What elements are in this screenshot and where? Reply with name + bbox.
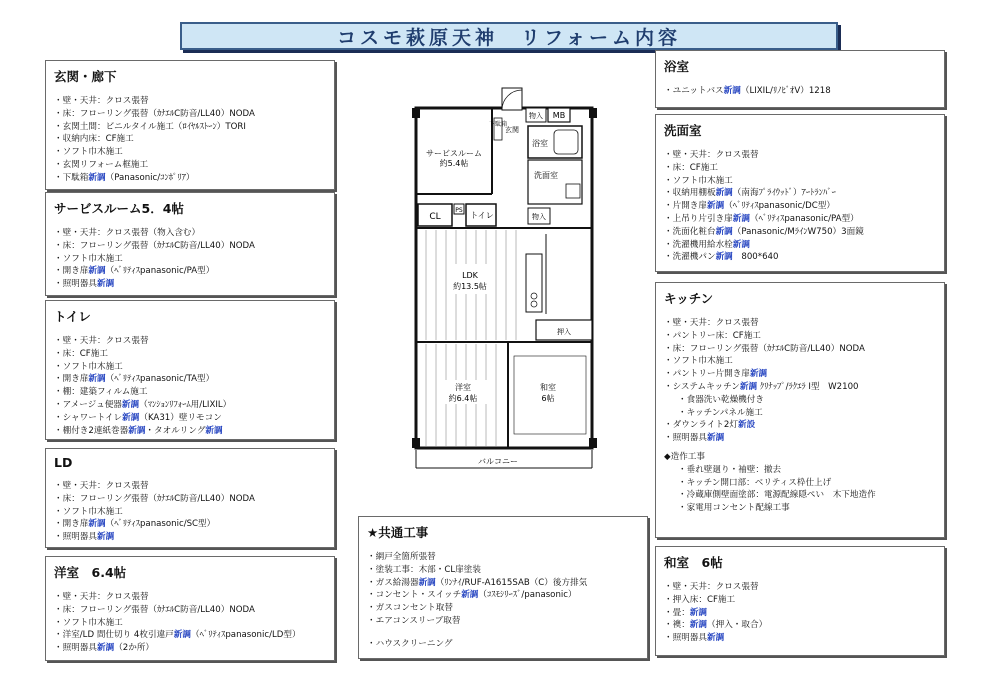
- section-heading: 和室 6帖: [664, 555, 723, 570]
- item-text: ◆造作工事: [664, 451, 705, 462]
- item-text: ・ガス給湯器: [367, 577, 419, 588]
- item-text: ・食器洗い乾燥機付き: [678, 394, 764, 405]
- new-badge: 新調: [173, 630, 191, 641]
- item-detail: （2か所）: [114, 643, 155, 654]
- plan-label-toilet: トイレ: [470, 211, 494, 220]
- new-badge: 新調: [128, 425, 146, 436]
- item-text: ・押入床：CF施工: [664, 594, 736, 605]
- list-item: [367, 602, 639, 615]
- list-item: [54, 146, 326, 159]
- item-detail: （押入・取合）: [707, 620, 768, 631]
- item-list: [54, 480, 326, 544]
- item-text: ・アメージュ便器: [54, 399, 122, 410]
- list-item: [664, 632, 936, 645]
- list-item: [54, 604, 326, 617]
- item-list: [664, 581, 936, 645]
- list-item: [54, 265, 326, 278]
- item-list: [54, 591, 326, 655]
- item-text: ・洗面化粧台: [664, 226, 716, 237]
- item-text: ・床：CF施工: [54, 348, 108, 359]
- section-heading: 洗面室: [664, 123, 702, 138]
- section-ld: [45, 448, 335, 548]
- item-text: ・床：CF施工: [664, 162, 718, 173]
- item-detail: （ﾘﾝﾅｲ/RUF-A1615SAB（C）後方排気: [435, 577, 588, 588]
- item-text: ・壁・天井：クロス張替（物入含む）: [54, 228, 201, 238]
- list-item: [54, 348, 326, 361]
- list-item: [664, 200, 936, 213]
- list-item: [664, 368, 936, 381]
- section-heading: 玄関・廊下: [54, 69, 117, 84]
- new-badge: 新調: [706, 433, 725, 444]
- item-text: ・洗濯機パン: [664, 252, 716, 263]
- item-text: ・照明器具: [664, 433, 707, 444]
- section-heading: キッチン: [664, 291, 714, 306]
- item-text: ・収納内床：CF施工: [54, 134, 134, 145]
- section-genkan: [45, 60, 335, 190]
- list-item: [54, 121, 326, 134]
- list-item: [54, 493, 326, 506]
- item-detail: ・タオルリング: [145, 425, 206, 436]
- new-badge: 新調: [715, 226, 733, 237]
- list-item: [54, 227, 326, 240]
- list-item: [664, 502, 936, 515]
- page-title: コスモ萩原天神 リフォーム内容: [180, 22, 838, 50]
- new-badge: 新調: [121, 399, 140, 410]
- plan-label-bathroom: 浴室: [532, 139, 548, 148]
- item-text: ・ダウンライト2灯: [664, 420, 738, 431]
- item-text: ・洋室/LD 間仕切り 4枚引違戸: [54, 630, 174, 641]
- item-text: ・床：フローリング張替（ｶﾅｴﾙC防音/LL40）NODA: [54, 240, 255, 251]
- new-badge: 新調: [723, 86, 741, 96]
- list-item: [54, 159, 326, 172]
- item-text: ・照明器具: [54, 532, 97, 543]
- item-detail: （ﾍﾞﾘﾃｨｽpanasonic/SC型）: [105, 519, 216, 530]
- item-text: ・網戸全箇所張替: [367, 552, 436, 562]
- item-text: ・塗装工事：木部・CL扉塗装: [367, 564, 481, 575]
- item-list: [367, 551, 639, 651]
- item-text: ・下駄箱: [54, 172, 89, 183]
- plan-label-ps: PS: [455, 207, 463, 214]
- list-item: [664, 239, 936, 252]
- new-badge: 新調: [732, 213, 750, 224]
- section-heading: LD: [54, 455, 73, 470]
- item-text: ・パントリー片開き扉: [664, 369, 750, 380]
- item-list: [664, 85, 936, 98]
- new-badge: 新調: [88, 266, 106, 277]
- floor-plan: [406, 84, 606, 470]
- list-item: [54, 518, 326, 531]
- list-item: [367, 551, 639, 564]
- item-text: ・ソフト巾木施工: [54, 361, 123, 372]
- list-item: [664, 226, 936, 239]
- section-heading: 洋室 6.4帖: [54, 565, 127, 580]
- list-item: [664, 451, 936, 464]
- item-text: ・壁・天井：クロス張替: [664, 318, 759, 328]
- list-item: [664, 394, 936, 407]
- plan-label-getabako: 下駄箱: [488, 121, 508, 128]
- section-heading: ★共通工事: [367, 525, 429, 540]
- item-text: ・照明器具: [54, 643, 97, 654]
- list-item: [664, 381, 936, 394]
- plan-label-oshiire: 押入: [557, 328, 571, 336]
- item-text: ・ソフト巾木施工: [54, 506, 123, 517]
- item-text: ・キッチン開口部：ベリティス枠仕上げ: [678, 477, 832, 488]
- item-detail: （ﾍﾞﾘﾃｨｽpanasonic/LD型）: [190, 630, 301, 641]
- new-badge: 新調: [88, 374, 106, 385]
- item-text: ・家電用コンセント配線工事: [678, 503, 790, 514]
- section-service-room: [45, 192, 335, 296]
- item-detail: （ﾍﾞﾘﾃｨｽpanasonic/PA型）: [749, 213, 859, 224]
- item-text: ・システムキッチン: [664, 381, 740, 392]
- list-item: [664, 317, 936, 330]
- item-list: [54, 95, 326, 185]
- item-text: ・ソフト巾木施工: [54, 147, 123, 158]
- item-detail: （ﾍﾞﾘﾃｨｽpanasonic/DC型）: [724, 201, 835, 212]
- item-text: ・壁・天井：クロス張替: [54, 336, 149, 346]
- item-text: ・洗濯機用給水栓: [664, 239, 733, 250]
- section-heading: 浴室: [664, 59, 690, 74]
- list-item: [664, 581, 936, 594]
- section-yoshitsu: [45, 556, 335, 661]
- new-badge: 新調: [418, 577, 436, 588]
- new-badge: 新設: [737, 420, 756, 431]
- list-item: [54, 506, 326, 519]
- list-item: [367, 589, 639, 602]
- new-badge: 新調: [96, 643, 115, 654]
- list-item: [54, 629, 326, 642]
- list-item: [54, 591, 326, 604]
- plan-label-yoshitsu-size: 約6.4帖: [448, 394, 478, 403]
- list-item: [664, 432, 936, 445]
- item-text: ・壁・天井：クロス張替: [54, 96, 149, 106]
- list-item: [367, 615, 639, 628]
- item-text: ・床：フローリング張替（ｶﾅｴﾙC防音/LL40）NODA: [54, 493, 255, 504]
- list-item: [664, 343, 936, 356]
- plan-label-ldk-size: 約13.5帖: [453, 282, 487, 291]
- list-item: [54, 425, 326, 438]
- list-item: [54, 531, 326, 544]
- list-item: [54, 253, 326, 266]
- item-detail: （ﾍﾞﾘﾃｨｽpanasonic/PA型）: [105, 266, 215, 277]
- section-washroom: [655, 114, 945, 272]
- item-text: ・床：フローリング張替（ｶﾅｴﾙC防音/LL40）NODA: [664, 343, 865, 354]
- item-text: ・照明器具: [54, 279, 97, 290]
- list-item: [54, 172, 326, 185]
- plan-label-genkan: 玄関: [505, 126, 519, 134]
- section-bathroom: [655, 50, 945, 108]
- list-item: [664, 85, 936, 98]
- list-item: [54, 399, 326, 412]
- item-text: ・壁・天井：クロス張替: [54, 481, 149, 491]
- list-item: [664, 407, 936, 420]
- section-washitsu: [655, 546, 945, 656]
- new-badge: 新調: [706, 633, 725, 644]
- plan-label-yoshitsu: 洋室: [455, 383, 471, 392]
- list-item: [54, 373, 326, 386]
- item-text: ・ソフト巾木施工: [664, 356, 733, 367]
- list-item: [664, 607, 936, 620]
- item-text: ・玄関リフォーム框施工: [54, 159, 149, 170]
- section-common-work: [358, 516, 648, 659]
- item-text: ・シャワートイレ: [54, 412, 123, 423]
- item-text: ・コンセント・スイッチ: [367, 590, 462, 601]
- list-item: [367, 638, 639, 651]
- new-badge: 新調: [122, 412, 140, 423]
- item-text: ・エアコンスリーブ取替: [367, 615, 461, 626]
- new-badge: 新調: [689, 607, 707, 618]
- list-item: [664, 477, 936, 490]
- list-item: [664, 175, 936, 188]
- plan-label-service-size: 約5.4帖: [439, 159, 469, 168]
- list-item: [54, 335, 326, 348]
- list-item: [664, 213, 936, 226]
- item-text: ・開き扉: [54, 519, 89, 530]
- item-text: ・ユニットバス: [664, 86, 724, 96]
- item-text: ・キッチンパネル施工: [678, 407, 763, 418]
- item-text: ・畳：: [664, 607, 690, 618]
- new-badge: 新調: [689, 620, 707, 631]
- item-detail: （Panasonic/ｺﾝﾎﾟﾘｱ）: [105, 172, 195, 183]
- item-text: ・壁・天井：クロス張替: [664, 582, 759, 592]
- item-detail: （ｺｽﾓｼﾘｰｽﾞ/panasonic）: [478, 590, 577, 601]
- list-item: [54, 95, 326, 108]
- plan-label-ldk: LDK: [462, 271, 478, 280]
- list-item: [664, 149, 936, 162]
- item-detail: ｸﾘﾅｯﾌﾟ/ﾗｸｴﾗ I型 W2100: [757, 381, 859, 392]
- item-text: ・開き扉: [54, 374, 89, 385]
- item-text: ・照明器具: [664, 633, 707, 644]
- item-detail: （Panasonic/MﾗｲﾝW750）3面鏡: [732, 226, 864, 237]
- list-item: [664, 489, 936, 502]
- plan-label-washroom: 洗面室: [534, 171, 558, 180]
- new-badge: 新調: [715, 188, 733, 199]
- item-text: ・棚：建築フィルム施工: [54, 387, 148, 398]
- item-text: ・ソフト巾木施工: [664, 175, 733, 186]
- item-list: [54, 335, 326, 437]
- item-detail: （南海ﾌﾟﾗｲｳｯﾄﾞ）ｱｰﾄﾗﾝﾊﾞｰ: [732, 188, 836, 199]
- list-item: [54, 642, 326, 655]
- section-kitchen: [655, 282, 945, 538]
- item-text: ・壁・天井：クロス張替: [54, 592, 149, 602]
- plan-label-storage-1: 物入: [529, 112, 543, 120]
- item-list: [54, 227, 326, 291]
- item-list: [664, 149, 936, 264]
- new-badge: 新調: [706, 201, 725, 212]
- new-badge: 新調: [96, 532, 115, 543]
- item-text: ・ソフト巾木施工: [54, 253, 123, 264]
- list-item: [54, 133, 326, 146]
- item-detail: （ﾏﾝｼｮﾝﾘﾌｫｰﾑ用/LIXIL）: [139, 399, 232, 410]
- list-item: [54, 108, 326, 121]
- list-item: [54, 480, 326, 493]
- list-item: [54, 278, 326, 291]
- list-item: [664, 187, 936, 200]
- plan-label-service: サービスルーム: [426, 149, 482, 158]
- item-text: ・棚付き2連紙巻器: [54, 425, 129, 436]
- plan-label-washitsu-size: 6帖: [541, 394, 555, 403]
- item-text: ・ソフト巾木施工: [54, 617, 123, 628]
- section-heading: サービスルーム5．4帖: [54, 201, 184, 216]
- item-text: ・収納用棚板: [664, 188, 716, 199]
- section-toilet: [45, 300, 335, 440]
- new-badge: 新調: [715, 252, 733, 263]
- item-detail: （ﾍﾞﾘﾃｨｽpanasonic/TA型）: [105, 374, 215, 385]
- section-heading: トイレ: [54, 309, 91, 324]
- new-badge: 新調: [461, 590, 479, 601]
- item-text: ・垂れ壁廻り・袖壁：撤去: [678, 464, 782, 475]
- list-item: [664, 594, 936, 607]
- plan-label-storage-2: 物入: [532, 213, 546, 221]
- item-detail: （KA31）壁リモコン: [139, 412, 222, 423]
- item-text: ・ガスコンセント取替: [367, 603, 453, 614]
- new-badge: 新調: [732, 239, 750, 250]
- list-item: [54, 240, 326, 253]
- plan-label-closet: CL: [429, 212, 441, 222]
- list-item: [664, 330, 936, 343]
- new-badge: 新調: [749, 369, 768, 380]
- item-text: ・ハウスクリーニング: [367, 638, 453, 649]
- list-item: [367, 564, 639, 577]
- item-detail: 800*640: [732, 252, 779, 263]
- item-text: ・パントリー床：CF施工: [664, 330, 761, 341]
- list-item: [664, 251, 936, 264]
- new-badge: 新調: [96, 279, 115, 290]
- item-text: ・床：フローリング張替（ｶﾅｴﾙC防音/LL40）NODA: [54, 108, 255, 119]
- item-text: ・床：フローリング張替（ｶﾅｴﾙC防音/LL40）NODA: [54, 604, 255, 615]
- item-text: ・冷蔵庫側壁面塗部：電源配線隠ぺい 木下地造作: [678, 490, 876, 501]
- list-item: [664, 619, 936, 632]
- plan-label-washitsu: 和室: [540, 383, 556, 392]
- item-detail: （LIXIL/ﾘﾉﾋﾞｵV）1218: [740, 86, 831, 96]
- list-item: [54, 386, 326, 399]
- list-item: [664, 464, 936, 477]
- item-text: ・片開き扉: [664, 201, 707, 212]
- item-text: ・開き扉: [54, 266, 89, 277]
- list-item: [664, 162, 936, 175]
- plan-label-mb: MB: [552, 111, 566, 120]
- list-item: [664, 419, 936, 432]
- new-badge: 新調: [205, 425, 223, 436]
- plan-label-balcony: バルコニー: [478, 457, 518, 466]
- list-item: [54, 617, 326, 630]
- item-text: ・上吊り片引き扉: [664, 213, 733, 224]
- item-text: ・壁・天井：クロス張替: [664, 150, 759, 160]
- new-badge: 新調: [88, 172, 106, 183]
- item-list: [664, 317, 936, 515]
- list-item: [54, 412, 326, 425]
- list-item: [54, 361, 326, 374]
- list-item: [664, 355, 936, 368]
- new-badge: 新調: [88, 519, 106, 530]
- new-badge: 新調: [739, 381, 758, 392]
- item-text: ・襖：: [664, 620, 690, 631]
- item-text: ・玄関土間：ビニルタイル施工（ﾛｲﾔﾙｽﾄｰﾝ）TORI: [54, 121, 246, 132]
- list-item: [367, 577, 639, 590]
